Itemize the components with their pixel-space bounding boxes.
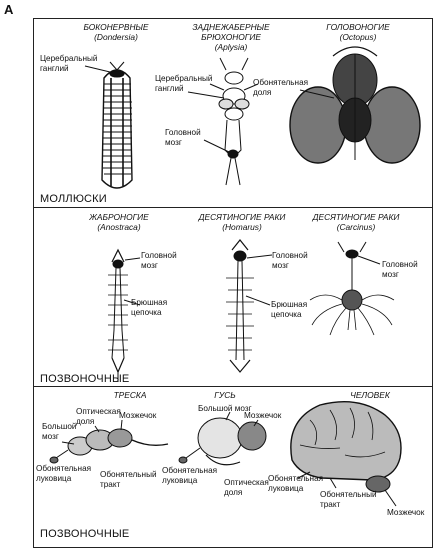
octopus-lobe-label: Обонятельная доля (253, 78, 309, 97)
octopus-drawing (290, 47, 420, 163)
carcinus-title: ДЕСЯТИНОГИЕ РАКИ (Carcinus) (312, 212, 400, 232)
section-label-bottom: ПОЗВОНОЧНЫЕ (40, 528, 130, 540)
homarus-drawing (226, 240, 272, 372)
figure-label: А (4, 2, 14, 17)
aplysia-ganglion-label: Церебральный ганглий (155, 74, 213, 93)
anostraca-title: ЖАБРОНОГИЕ (Anostraca) (89, 212, 149, 232)
human-olf-bulb-label: Обонятельная луковица (268, 474, 324, 493)
dondersia-drawing (85, 62, 132, 188)
anostraca-brain-label: Головной мозг (141, 251, 177, 270)
cod-optic-label: Оптическая доля (76, 407, 121, 426)
dondersia-title: БОКОНЕРВНЫЕ (Dondersia) (83, 22, 149, 42)
carcinus-drawing (310, 242, 394, 335)
aplysia-brain-label: Головной мозг (165, 128, 201, 147)
human-cerebellum-label: Мозжечок (387, 508, 425, 517)
section-label-top: МОЛЛЮСКИ (40, 193, 107, 205)
cod-cerebellum-label: Мозжечок (119, 411, 157, 420)
homarus-title: ДЕСЯТИНОГИЕ РАКИ (Homarus) (198, 212, 286, 232)
octopus-title: ГОЛОВОНОГИЕ (Octopus) (326, 22, 390, 42)
section-label-middle: ПОЗВОНОЧНЫЕ (40, 373, 130, 385)
homarus-cord-label: Брюшная цепочка (271, 300, 308, 319)
human-olf-tract-label: Обонятельный тракт (320, 490, 377, 509)
goose-cerebellum-label: Мозжечок (244, 411, 282, 420)
homarus-brain-label: Головной мозг (272, 251, 308, 270)
cod-olf-bulb-label: Обонятельная луковица (36, 464, 92, 483)
human-title: ЧЕЛОВЕК (350, 390, 390, 400)
cod-big-brain-label: Большой мозг (42, 422, 77, 441)
anostraca-cord-label: Брюшная цепочка (131, 298, 168, 317)
goose-olf-bulb-label: Обонятельная луковица (162, 466, 218, 485)
carcinus-brain-label: Головной мозг (382, 260, 418, 279)
goose-title: ГУСЬ (214, 390, 236, 400)
goose-optic-label: Оптическая доля (224, 478, 269, 497)
aplysia-title: ЗАДНЕЖАБЕРНЫЕ БРЮХОНОГИЕ (Aplysia) (192, 22, 270, 52)
cod-olf-tract-label: Обонятельный тракт (100, 470, 157, 489)
goose-big-brain-label: Большой мозг (198, 404, 252, 413)
dondersia-ganglion-label: Церебральный ганглий (40, 54, 98, 73)
cod-title: ТРЕСКА (113, 390, 147, 400)
